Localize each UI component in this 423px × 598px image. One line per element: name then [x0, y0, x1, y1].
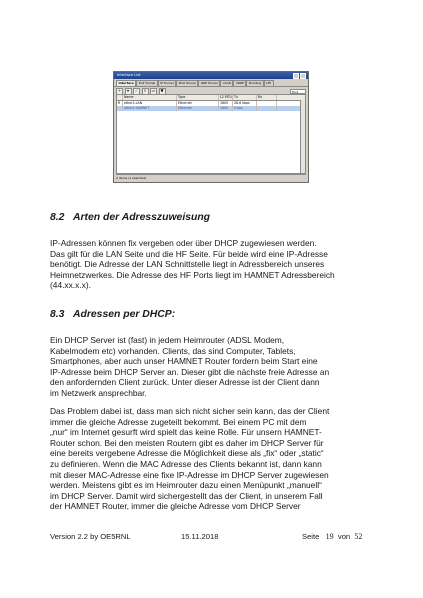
row-rx	[257, 106, 277, 111]
interface-list-screenshot	[113, 71, 309, 183]
row-type: Ethernet	[177, 101, 219, 106]
section-heading-8-2	[50, 212, 210, 223]
text-line: Das gilt für die LAN Seite und die HF Seite. Für beide wird eine IP-Adresse	[50, 248, 328, 259]
text-line: werden. Meistens gibt es im Heimrouter dazu einen Menüpunkt „manuell“	[50, 480, 322, 491]
text-line: Ein DHCP Server ist (fast) in jedem Heimrouter (ADSL Modem,	[50, 335, 285, 345]
maximize-icon	[293, 73, 299, 79]
filter-icon: ▼	[160, 88, 164, 93]
section-number: 8.3	[50, 309, 65, 320]
section-heading-8-3	[50, 309, 175, 320]
text-line: den anfordernden Client zurück. Unter dieser Adresse ist der Client dann	[50, 377, 320, 388]
screenshot-tab-bar	[114, 79, 308, 87]
section-8-2-paragraph	[50, 238, 382, 291]
tab-interface: Interface	[116, 80, 136, 86]
text-line: im DHCP Server. Damit wird sichergestellt das der Client, in unserem Fall	[50, 490, 323, 501]
text-line: Das Problem dabei ist, dass man sich nicht sicher sein kann, das der Client	[50, 406, 330, 416]
text-line: (44.xx.x.x).	[50, 280, 91, 291]
section-number: 8.2	[50, 212, 65, 223]
footer-page-label: Seite	[302, 532, 320, 541]
footer-of-label: von	[337, 532, 351, 541]
section-title: Adressen per DHCP:	[73, 309, 176, 320]
row-tx: 28.6 kbps	[233, 101, 257, 106]
screenshot-status: 2 items (1 selected)	[116, 174, 306, 181]
tab-vrrp: VRRP	[233, 80, 246, 86]
enable-icon: ✓	[134, 88, 139, 93]
col-name: Name	[123, 95, 177, 100]
section-8-3-paragraph-2	[50, 406, 382, 512]
row-flag: R	[117, 101, 123, 106]
text-line: eine bereits vergebene Adresse die Möglichkeit diese als „fix“ oder „static“	[50, 448, 324, 459]
row-type: Ethernet	[177, 106, 219, 111]
table-scrollbar	[300, 100, 305, 173]
footer-page	[302, 532, 362, 541]
text-line: „nur“ im Internet gesurft wird spielt das keine Rolle. Für unsern HAMNET-	[50, 427, 322, 438]
text-line: Heimnetzwerkes. Die Adresse des HF Ports liegt im HAMNET Adressbereich	[50, 269, 335, 280]
text-line: der HAMNET Router, immer die gleiche Adresse vom DHCP Server	[50, 501, 301, 512]
footer-date: 15.11.2018	[181, 532, 219, 541]
text-line: immer die gleiche Adresse zugeteilt bekommt. Bei einem PC mit dem	[50, 416, 307, 427]
section-title: Arten der Adresszuweisung	[73, 212, 211, 223]
find-field: Find	[290, 89, 306, 94]
row-l2mtu: 1600	[219, 101, 233, 106]
disable-icon: ✕	[143, 88, 147, 93]
row-name: ether2-HAMNET	[123, 106, 177, 111]
col-l2mtu: L2 MTU	[220, 95, 232, 99]
text-line: zu definieren. Wenn die MAC Adresse des Clients bekannt ist, dann kann	[50, 458, 322, 469]
interface-table	[116, 94, 306, 174]
screenshot-window-title	[114, 72, 308, 79]
text-line: Smartphones, aber auch unser HAMNET Router fordern beim Start eine	[50, 356, 318, 367]
tab-gre-tunnel: GRE Tunnel	[198, 80, 220, 86]
footer-page-number: 19	[325, 532, 334, 541]
text-line: mit dieser MAC-Adresse eine fixe IP-Adresse im DHCP Server zugewiesen	[50, 469, 329, 480]
footer-version: Version 2.2 by OE5RNL	[50, 532, 131, 541]
text-line: IP-Adresse beim DHCP Server an. Dieser gibt die nächste freie Adresse an	[50, 366, 330, 377]
table-row	[117, 106, 305, 111]
window-title-text: Interface List	[117, 73, 141, 77]
add-icon: +	[117, 88, 122, 93]
text-line: IP-Adressen können fix vergeben oder über DHCP zugewiesen werden.	[50, 238, 317, 248]
row-tx: 0 bps	[233, 106, 257, 111]
tab-vlan: VLAN	[220, 80, 233, 86]
text-line: benötigt. Die Adresse der LAN Schnittstelle liegt in Adressbereich unseres	[50, 259, 325, 270]
tab-bonding: Bonding	[246, 80, 263, 86]
comment-icon: ▭	[151, 88, 156, 93]
row-name: ether1-LAN	[123, 101, 177, 106]
tab-lte: LTE	[264, 80, 274, 86]
col-tx: Tx	[233, 95, 257, 100]
dropdown-icon: ▾	[125, 88, 132, 95]
col-rx: Rx	[257, 95, 277, 100]
footer-page-total: 52	[354, 532, 363, 541]
col-type: Type	[177, 95, 219, 100]
close-icon	[300, 73, 306, 79]
tab-ip-tunnel: IP Tunnel	[158, 80, 176, 86]
section-8-3-paragraph-1	[50, 335, 382, 399]
text-line: Router schon. Bei den meisten Routern gibt es daher im DHCP Server für	[50, 437, 324, 448]
tab-eoip-tunnel: Eoif Tunnel	[136, 80, 157, 86]
row-l2mtu: 1600	[219, 106, 233, 111]
window-controls	[293, 73, 306, 79]
text-line: Kabelmodem etc) vorhanden. Clients, das sind Computer, Tablets,	[50, 345, 296, 356]
text-line: im Netzwerk ansprechbar.	[50, 387, 147, 398]
tab-ipv6-tunnel: IPv6 Tunnel	[176, 80, 198, 86]
